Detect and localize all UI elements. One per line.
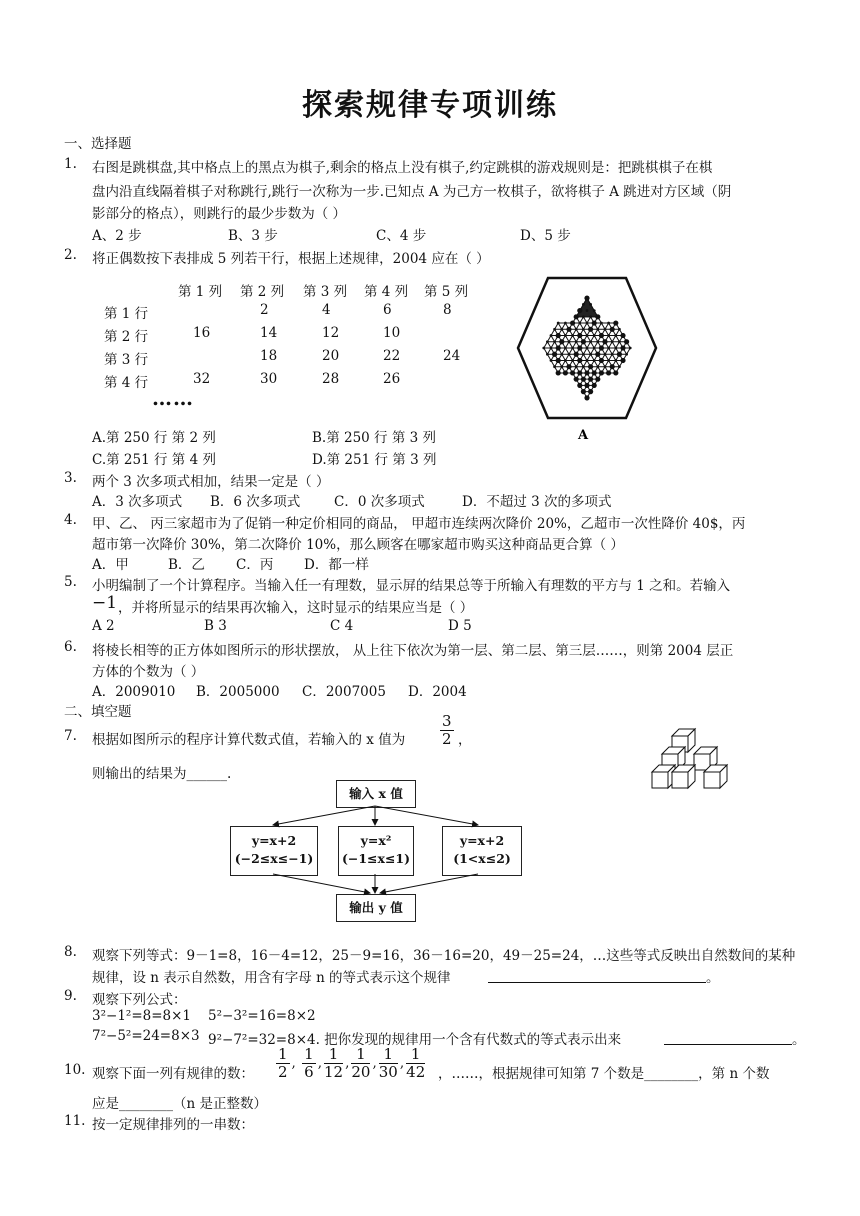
table-cell: 28 <box>322 371 340 387</box>
option: B．6 次多项式 <box>210 494 301 510</box>
board-point <box>604 353 607 356</box>
board-point <box>564 359 567 362</box>
board-point <box>577 308 582 313</box>
answer-blank[interactable] <box>488 968 706 983</box>
board-point <box>571 359 574 362</box>
board-point <box>611 340 614 343</box>
board-point <box>574 314 579 319</box>
option: B 3 <box>204 618 227 634</box>
board-point <box>618 365 621 368</box>
board-point <box>586 359 589 362</box>
question-text: 甲、乙、 丙三家超市为了促销一种定价相同的商品， 甲超市连续两次降价 20%，乙超市一次性降价 40$，丙 <box>92 516 746 532</box>
board-point <box>589 340 592 343</box>
col-header: 第 5 列 <box>424 284 469 300</box>
board-point <box>559 339 564 344</box>
board-point <box>588 389 593 394</box>
option: A．3 次多项式 <box>92 494 183 510</box>
table-cell: 32 <box>193 371 211 387</box>
board-point <box>581 339 586 344</box>
board-point <box>574 377 579 382</box>
table-cell: 26 <box>383 371 401 387</box>
board-point <box>600 322 603 325</box>
question-number: 11. <box>64 1113 86 1129</box>
board-point <box>610 327 615 332</box>
board-point <box>595 352 600 357</box>
question-number: 6. <box>64 639 77 655</box>
target-region <box>576 298 598 317</box>
board-point <box>577 345 582 350</box>
flow-branch-middle: y=x² (−1≤x≤1) <box>338 826 414 876</box>
table-cell: 18 <box>260 348 278 364</box>
table-cell: 10 <box>383 325 401 341</box>
board-point <box>586 334 589 337</box>
board-point <box>560 365 563 368</box>
table-cell: 8 <box>443 302 452 318</box>
board-point <box>566 327 571 332</box>
question-text: 观察下面一列有规律的数： <box>92 1066 254 1082</box>
col-header: 第 4 列 <box>364 284 409 300</box>
question-text: 规律，设 n 表示自然数，用含有字母 n 的等式表示这个规律 <box>92 970 451 986</box>
board-point <box>546 353 549 356</box>
board-point <box>582 328 585 331</box>
board-point <box>584 370 589 375</box>
board-point <box>599 345 604 350</box>
option: C 4 <box>330 618 354 634</box>
question-number: 8. <box>64 944 77 960</box>
board-point <box>564 334 567 337</box>
table-cell: 6 <box>383 302 392 318</box>
question-text: 观察下列公式： <box>92 992 187 1008</box>
question-text: 根据如图所示的程序计算代数式值，若输入的 x 值为 <box>92 732 406 748</box>
cube-stack-figure <box>648 724 744 792</box>
board-point <box>550 334 553 337</box>
board-point <box>620 358 625 363</box>
board-point <box>610 364 615 369</box>
board-point <box>611 353 614 356</box>
board-point <box>596 328 599 331</box>
question-text: 盘内沿直线隔着棋子对称跳行,跳行一次称为一步.已知点 A 为己方一枚棋子，欲将棋子 A 跳进对方区域（阴 <box>92 184 732 200</box>
board-point <box>574 352 579 357</box>
option: C．0 次多项式 <box>334 494 425 510</box>
board-point <box>602 339 607 344</box>
question-text: 影部分的格点），则跳行的最少步数为（ ） <box>92 206 347 222</box>
board-point <box>593 309 596 312</box>
board-point <box>584 383 589 388</box>
point-a-label: A <box>578 428 589 443</box>
question-text: 超市第一次降价 30%，第二次降价 10%，那么顾客在哪家超市购买这种商品更合算（ ） <box>92 537 624 553</box>
fraction-three-halves: $\frac{3}{2}$ <box>442 712 452 748</box>
board-point <box>629 347 632 350</box>
board-point <box>588 364 593 369</box>
board-point <box>613 370 618 375</box>
answer-blank[interactable] <box>664 1030 792 1045</box>
question-number: 2. <box>64 247 77 263</box>
question-text: 观察下列等式：9－1=8，16－4=12，25－9=16，36－16=20，49－25=24，…这些等式反映出自然数间的某种 <box>92 948 796 964</box>
question-text: 应是________（n 是正整数） <box>92 1096 267 1112</box>
option: D．不超过 3 次的多项式 <box>462 494 612 510</box>
board-point <box>553 328 556 331</box>
board-point <box>604 328 607 331</box>
question-text: 方体的个数为（ ） <box>92 664 205 680</box>
option: D．都一样 <box>304 557 369 573</box>
neg-one: −1 <box>92 593 118 613</box>
page-title: 探索规律专项训练 <box>302 88 558 123</box>
board-point <box>556 345 561 350</box>
board-point <box>577 370 582 375</box>
flow-input-box: 输入 x 值 <box>336 780 416 808</box>
ellipsis: …… <box>152 386 194 410</box>
board-point <box>592 383 597 388</box>
board-point <box>571 334 574 337</box>
board-point <box>614 347 617 350</box>
board-point <box>599 333 604 338</box>
board-point <box>546 340 549 343</box>
fraction: $\frac{1}{6}$ <box>304 1045 314 1081</box>
board-point <box>557 322 560 325</box>
board-point <box>613 320 618 325</box>
flow-arrows <box>220 800 530 900</box>
board-point <box>586 322 589 325</box>
board-point <box>620 345 625 350</box>
fraction: $\frac{1}{12}$ <box>323 1045 344 1081</box>
board-point <box>588 327 593 332</box>
question-text: 。 <box>792 1032 806 1048</box>
board-point <box>607 347 610 350</box>
fraction-sequence: $\frac{1}{2}$ , $\frac{1}{6}$ , $\frac{1}{12}$ , $\frac{1}{20}$ , $\frac{1}{30}$ , $\frac{1}{42}$ <box>278 1045 426 1081</box>
board-point <box>589 315 592 318</box>
option: D 5 <box>448 618 472 634</box>
board-point <box>599 358 604 363</box>
table-cell: 30 <box>260 371 278 387</box>
board-point <box>588 377 593 382</box>
board-point <box>625 353 628 356</box>
option: B．2005000 <box>196 684 280 700</box>
flow-branch-right: y=x+2 (1<x≤2) <box>442 826 522 876</box>
board-point <box>552 352 557 357</box>
board-point <box>606 370 611 375</box>
question-number: 1. <box>64 156 77 172</box>
question-text: 按一定规律排列的一串数： <box>92 1117 254 1133</box>
board-point <box>575 328 578 331</box>
board-point <box>577 358 582 363</box>
section-heading-fill: 二、填空题 <box>64 704 132 720</box>
question-number: 5. <box>64 574 77 590</box>
board-point <box>614 334 617 337</box>
cube <box>704 765 727 788</box>
question-text: 将棱长相等的正方体如图所示的形状摆放， 从上往下依次为第一层、第二层、第三层……，则第 2004 层正 <box>92 643 734 659</box>
question-text: 。 <box>706 970 720 986</box>
board-point <box>575 340 578 343</box>
board-point <box>617 352 622 357</box>
question-text: 则输出的结果为______. <box>92 766 232 782</box>
board-point <box>564 322 567 325</box>
checkers-board-figure <box>514 272 660 444</box>
board-point <box>542 347 545 350</box>
question-text: ， <box>458 732 472 748</box>
board-point <box>560 328 563 331</box>
board-point <box>566 364 571 369</box>
board-point <box>578 322 581 325</box>
question-number: 9. <box>64 988 77 1004</box>
option: C．丙 <box>236 557 274 573</box>
board-point <box>595 314 600 319</box>
board-point <box>553 365 556 368</box>
board-point <box>592 370 597 375</box>
board-point <box>599 370 604 375</box>
board-point <box>582 353 585 356</box>
fraction: $\frac{1}{30}$ <box>378 1045 398 1081</box>
table-cell: 4 <box>322 302 331 318</box>
formula: 5²−3²=16=8×2 <box>208 1008 316 1024</box>
col-header: 第 3 列 <box>303 284 348 300</box>
board-point <box>589 353 592 356</box>
question-number: 7. <box>64 728 77 744</box>
option: A 2 <box>92 618 115 634</box>
board-point <box>568 340 571 343</box>
board-point <box>577 333 582 338</box>
table-cell: 16 <box>193 325 211 341</box>
question-text: 小明编制了一个计算程序。当输入任一有理数，显示屏的结果总等于所输入有理数的平方与 1 之和。若输入 <box>92 578 731 594</box>
table-cell: 14 <box>260 325 278 341</box>
board-point <box>570 320 575 325</box>
board-point <box>568 353 571 356</box>
board-point <box>556 370 561 375</box>
table-cell: 20 <box>322 348 340 364</box>
board-point <box>618 328 621 331</box>
board-point <box>571 347 574 350</box>
board-point <box>592 320 597 325</box>
board-point <box>550 359 553 362</box>
board-point <box>593 347 596 350</box>
board-point <box>593 334 596 337</box>
fraction: $\frac{1}{42}$ <box>406 1045 426 1081</box>
row-label: 第 2 行 <box>104 329 149 345</box>
board-point <box>570 370 575 375</box>
question-text: ，……，根据规律可知第 7 个数是________，第 n 个数 <box>438 1066 770 1082</box>
question-text: 将正偶数按下表排成 5 列若干行，根据上述规律，2004 应在（ ） <box>92 251 490 267</box>
formula: 3²−1²=8=8×1 <box>92 1008 192 1024</box>
board-point <box>604 365 607 368</box>
table-cell: 22 <box>383 348 401 364</box>
flow-branch-left: y=x+2 (−2≤x≤−1) <box>230 826 318 876</box>
board-point <box>607 322 610 325</box>
formula: 9²−7²=32=8×4. 把你发现的规律用一个含有代数式的等式表示出来 <box>208 1032 622 1048</box>
cube <box>672 765 695 788</box>
question-number: 4. <box>64 512 77 528</box>
board-point <box>586 309 589 312</box>
board-point <box>556 358 561 363</box>
row-label: 第 3 行 <box>104 352 149 368</box>
row-label: 第 4 行 <box>104 375 149 391</box>
board-point <box>553 340 556 343</box>
board-point <box>589 303 592 306</box>
board-point <box>556 333 561 338</box>
board-point <box>550 347 553 350</box>
board-point <box>593 359 596 362</box>
board-point <box>614 359 617 362</box>
board-point <box>595 377 600 382</box>
board-point <box>586 347 589 350</box>
option: D．2004 <box>408 684 467 700</box>
question-number: 10. <box>64 1062 86 1078</box>
option: B、3 步 <box>228 228 278 244</box>
board-point <box>581 389 586 394</box>
option: B.第 250 行 第 3 列 <box>312 430 437 446</box>
question-number: 3. <box>64 470 77 486</box>
option: B．乙 <box>168 557 205 573</box>
formula: 7²−5²=24=8×3 <box>92 1028 200 1044</box>
question-text: ，并将所显示的结果再次输入，这时显示的结果应当是（ ） <box>118 600 474 616</box>
row-label: 第 1 行 <box>104 306 149 322</box>
question-text: 两个 3 次多项式相加，结果一定是（ ） <box>92 474 330 490</box>
board-point <box>582 303 585 306</box>
board-point <box>620 333 625 338</box>
flow-output-box: 输出 y 值 <box>336 894 416 922</box>
option: D.第 251 行 第 3 列 <box>312 452 437 468</box>
board-point <box>560 353 563 356</box>
option: A.第 250 行 第 2 列 <box>92 430 216 446</box>
board-point <box>584 296 589 301</box>
board-point <box>563 370 568 375</box>
table-cell: 12 <box>322 325 340 341</box>
board-point <box>618 340 621 343</box>
board-point <box>584 395 589 400</box>
board-point <box>575 365 578 368</box>
option: C、4 步 <box>376 228 427 244</box>
section-heading-choice: 一、选择题 <box>64 136 132 152</box>
table-cell: 2 <box>260 302 269 318</box>
question-text: 右图是跳棋盘,其中格点上的黑点为棋子,剩余的格点上没有棋子,约定跳棋的游戏规则是：把跳棋棋子在棋 <box>92 160 713 176</box>
board-point <box>582 315 585 318</box>
table-cell: 24 <box>443 348 461 364</box>
board-point <box>577 383 582 388</box>
col-header: 第 1 列 <box>178 284 223 300</box>
col-header: 第 2 列 <box>240 284 285 300</box>
board-point <box>624 339 629 344</box>
board-point <box>564 347 567 350</box>
option: C．2007005 <box>302 684 386 700</box>
board-point <box>596 365 599 368</box>
option: A．甲 <box>92 557 129 573</box>
board-point <box>581 377 586 382</box>
fraction: $\frac{1}{2}$ <box>278 1045 288 1081</box>
option: C.第 251 行 第 4 列 <box>92 452 216 468</box>
board-point <box>607 359 610 362</box>
option: A．2009010 <box>92 684 176 700</box>
board-point <box>607 334 610 337</box>
board-point <box>596 340 599 343</box>
fraction: $\frac{1}{20}$ <box>351 1045 371 1081</box>
option: A、2 步 <box>92 228 142 244</box>
board-point <box>582 365 585 368</box>
option: D、5 步 <box>520 228 571 244</box>
